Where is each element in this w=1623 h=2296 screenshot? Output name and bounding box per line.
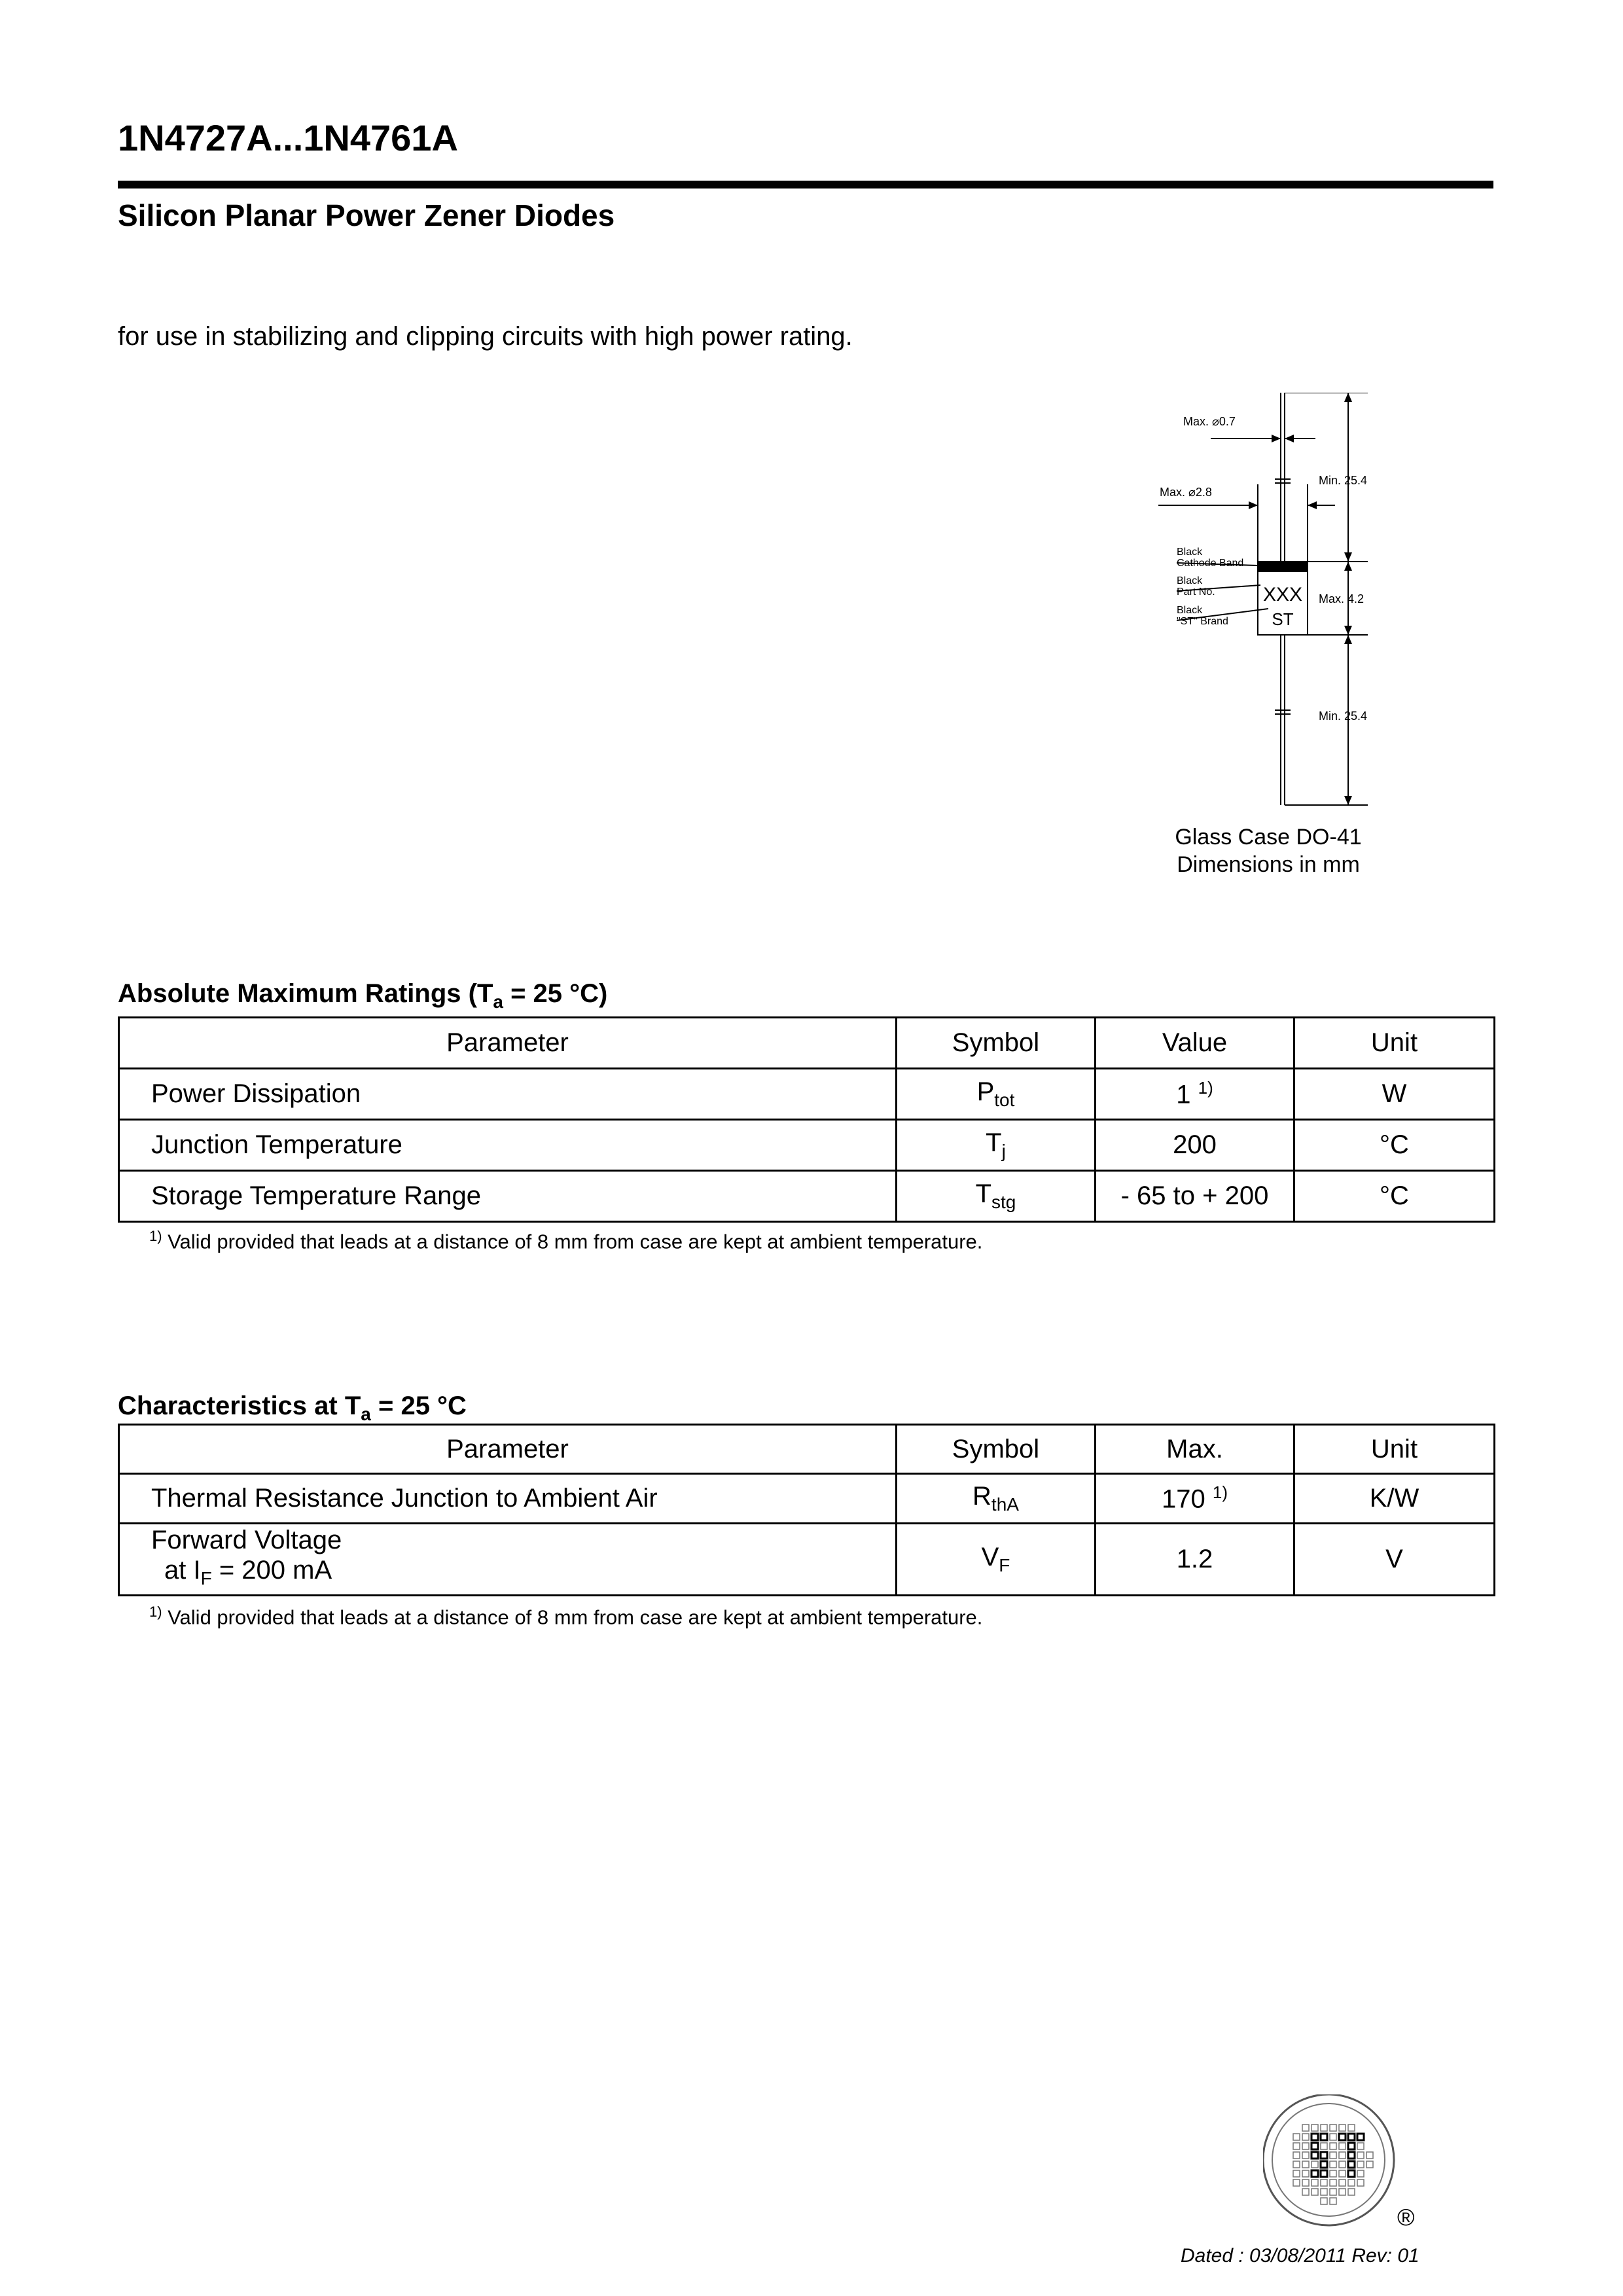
label-brand-line1: Black (1177, 605, 1203, 616)
logo-grid-square (1302, 2152, 1309, 2159)
cell-symbol: $T_{stg}$ (897, 1171, 1096, 1222)
table-row (119, 1524, 1495, 1596)
table-row (119, 1474, 1495, 1524)
cell-value: - 65 to + 200 (1096, 1171, 1294, 1222)
logo-grid-square (1311, 2161, 1318, 2168)
logo-grid-square (1311, 2152, 1318, 2159)
table-row (119, 1120, 1495, 1171)
logo-grid-square (1321, 2152, 1327, 2159)
dim-lead-length-bottom: Min. 25.4 (1319, 709, 1368, 723)
logo-grid-square (1348, 2179, 1355, 2186)
dim-lead-length-top: Min. 25.4 (1319, 474, 1368, 487)
logo-grid-square (1339, 2189, 1346, 2195)
revision-date: Dated : 03/08/2011 Rev: 01 (1181, 2245, 1419, 2267)
logo-grid-square (1330, 2198, 1336, 2204)
logo-grid-square (1348, 2161, 1355, 2168)
logo-grid-square (1293, 2134, 1300, 2140)
cell-parameter: Forward Voltage at $I_F = 200$ mA (119, 1524, 897, 1596)
logo-grid-square (1311, 2189, 1318, 2195)
logo-grid-square (1348, 2143, 1355, 2149)
logo-grid-square (1357, 2143, 1364, 2149)
logo-grid-square (1293, 2170, 1300, 2177)
label-brand-line2: "ST" Brand (1177, 616, 1228, 627)
cell-value: 1.2 (1096, 1524, 1294, 1596)
certification-logo (1263, 2094, 1420, 2232)
caption-units: Dimensions in mm (1177, 852, 1360, 877)
cell-unit: K/W (1294, 1474, 1495, 1524)
header-parameter: Parameter (119, 1425, 897, 1474)
logo-grid-square (1348, 2152, 1355, 2159)
cell-value: 200 (1096, 1120, 1294, 1171)
package-caption (1113, 823, 1424, 878)
logo-grid-square (1339, 2170, 1346, 2177)
logo-grid-square (1302, 2161, 1309, 2168)
logo-grid-square (1348, 2189, 1355, 2195)
logo-grid-square (1293, 2179, 1300, 2186)
logo-grid-square (1321, 2143, 1327, 2149)
logo-grid-square (1357, 2161, 1364, 2168)
logo-grid-square (1321, 2170, 1327, 2177)
cell-parameter: Junction Temperature (119, 1120, 897, 1171)
logo-grid-square (1321, 2161, 1327, 2168)
header-parameter: Parameter (119, 1018, 897, 1069)
title-divider (118, 181, 1493, 188)
logo-grid-square (1339, 2179, 1346, 2186)
logo-grid-square (1311, 2170, 1318, 2177)
label-cathode-line1: Black (1177, 547, 1203, 558)
cell-parameter: Power Dissipation (119, 1069, 897, 1120)
package-outline-diagram (1152, 393, 1400, 812)
label-cathode-line2: Cathode Band (1177, 558, 1244, 569)
logo-grid-square (1348, 2134, 1355, 2140)
logo-grid-square (1357, 2134, 1364, 2140)
caption-case-type: Glass Case DO-41 (1175, 825, 1362, 850)
logo-grid-square (1330, 2189, 1336, 2195)
abs-max-footnote: $^{1)}$ Valid provided that leads at a distance of 8 mm from case are kept at ambient temperature. (149, 1228, 983, 1253)
abs-max-title: Absolute Maximum Ratings ($T_a = 25$ °C) (118, 979, 608, 1012)
registered-mark: ® (1397, 2204, 1415, 2231)
logo-grid-square (1302, 2170, 1309, 2177)
logo-grid-square (1339, 2152, 1346, 2159)
logo-grid-square (1302, 2179, 1309, 2186)
dim-body-length: Max. 4.2 (1319, 592, 1364, 605)
cell-symbol: $V_F$ (897, 1524, 1096, 1596)
cell-parameter: Thermal Resistance Junction to Ambient Air (119, 1474, 897, 1524)
header-unit: Unit (1294, 1425, 1495, 1474)
characteristics-footnote: $^{1)}$ Valid provided that leads at a distance of 8 mm from case are kept at ambient temperature. (149, 1604, 983, 1629)
logo-grid-square (1302, 2189, 1309, 2195)
logo-grid-square (1293, 2152, 1300, 2159)
logo-grid-square (1330, 2179, 1336, 2186)
brand-marking: ST (1272, 609, 1294, 629)
cell-symbol: $R_{thA}$ (897, 1474, 1096, 1524)
table-row (119, 1069, 1495, 1120)
part-marking: XXX (1262, 584, 1303, 605)
logo-grid-square (1357, 2152, 1364, 2159)
table-row (119, 1171, 1495, 1222)
logo-grid-square (1357, 2170, 1364, 2177)
label-part-line1: Black (1177, 575, 1203, 586)
logo-grid-square (1321, 2198, 1327, 2204)
logo-grid-square (1330, 2152, 1336, 2159)
cell-parameter: Storage Temperature Range (119, 1171, 897, 1222)
header-symbol: Symbol (897, 1018, 1096, 1069)
logo-grid-square (1348, 2125, 1355, 2131)
logo-grid-square (1321, 2179, 1327, 2186)
logo-grid-square (1330, 2143, 1336, 2149)
abs-max-table (118, 1016, 1495, 1223)
cell-symbol: $T_j$ (897, 1120, 1096, 1171)
header-unit: Unit (1294, 1018, 1495, 1069)
logo-grid-square (1330, 2170, 1336, 2177)
logo-grid-square (1348, 2170, 1355, 2177)
logo-grid-square (1321, 2134, 1327, 2140)
dim-lead-diameter: Max. ⌀0.7 (1183, 415, 1236, 428)
logo-grid-square (1293, 2143, 1300, 2149)
logo-grid-square (1330, 2134, 1336, 2140)
logo-grid-square (1366, 2152, 1373, 2159)
logo-grid-square (1311, 2143, 1318, 2149)
cell-unit: V (1294, 1524, 1495, 1596)
logo-grid-square (1357, 2179, 1364, 2186)
header-symbol: Symbol (897, 1425, 1096, 1474)
cell-value: 170 $^{1)}$ (1096, 1474, 1294, 1524)
logo-grid-square (1339, 2161, 1346, 2168)
logo-grid-square (1293, 2161, 1300, 2168)
logo-grid-square (1311, 2125, 1318, 2131)
label-part-line2: Part No. (1177, 586, 1215, 598)
logo-grid-square (1321, 2125, 1327, 2131)
description: for use in stabilizing and clipping circuits with high power rating. (118, 322, 853, 351)
cell-unit: W (1294, 1069, 1495, 1120)
cell-unit: °C (1294, 1171, 1495, 1222)
logo-grid-square (1366, 2161, 1373, 2168)
logo-grid-square (1330, 2125, 1336, 2131)
cell-value: 1 $^{1)}$ (1096, 1069, 1294, 1120)
logo-grid-square (1302, 2125, 1309, 2131)
logo-grid-square (1302, 2134, 1309, 2140)
logo-grid-square (1330, 2161, 1336, 2168)
page-title: 1N4727A...1N4761A (118, 117, 458, 158)
logo-grid-square (1321, 2189, 1327, 2195)
header-max: Max. (1096, 1425, 1294, 1474)
cathode-band (1258, 562, 1308, 572)
header-value: Value (1096, 1018, 1294, 1069)
logo-grid-square (1339, 2134, 1346, 2140)
cell-unit: °C (1294, 1120, 1495, 1171)
table-header-row (119, 1425, 1495, 1474)
logo-grid-square (1339, 2143, 1346, 2149)
page-subtitle: Silicon Planar Power Zener Diodes (118, 198, 615, 232)
cell-symbol: $P_{tot}$ (897, 1069, 1096, 1120)
characteristics-title: Characteristics at $T_a = 25$ °C (118, 1391, 467, 1424)
logo-grid-square (1311, 2179, 1318, 2186)
table-header-row (119, 1018, 1495, 1069)
dim-body-diameter: Max. ⌀2.8 (1160, 486, 1212, 499)
characteristics-table (118, 1424, 1495, 1596)
logo-grid-square (1339, 2125, 1346, 2131)
logo-grid-square (1311, 2134, 1318, 2140)
logo-grid-square (1302, 2143, 1309, 2149)
